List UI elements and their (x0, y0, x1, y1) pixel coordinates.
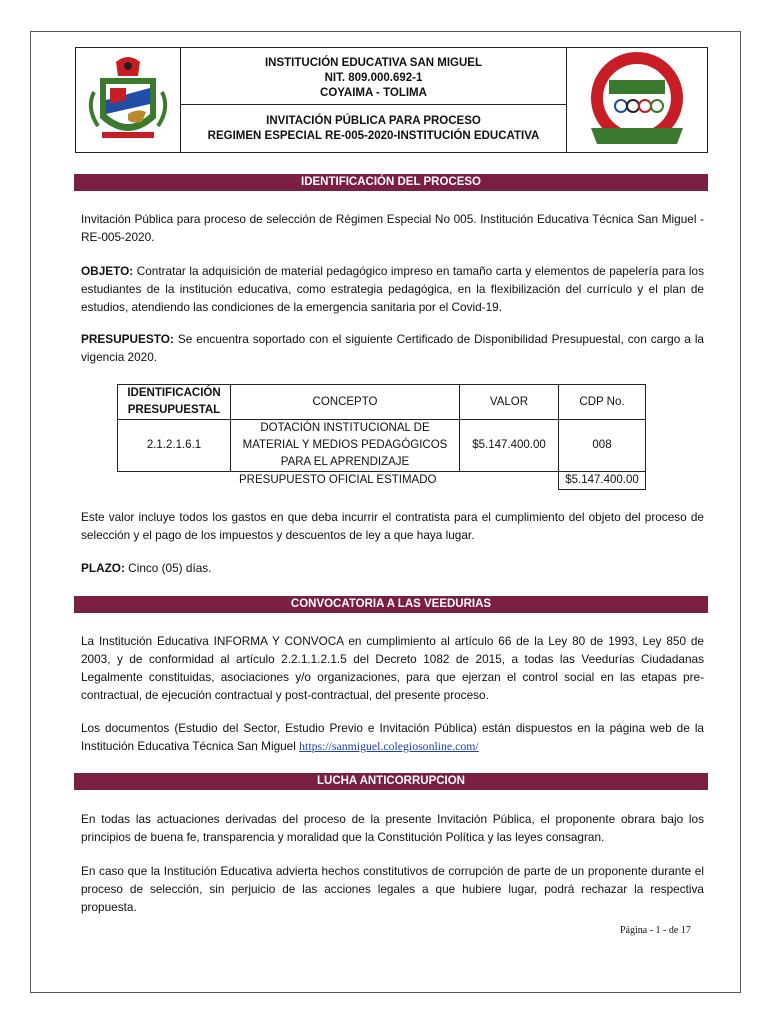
section-bar-convocatoria: CONVOCATORIA A LAS VEEDURIAS (74, 596, 708, 613)
total-label: PRESUPUESTO OFICIAL ESTIMADO (118, 472, 559, 490)
cell-codigo: 2.1.2.1.6.1 (118, 420, 231, 472)
header-concepto: CONCEPTO (231, 385, 460, 420)
presupuesto-text: Se encuentra soportado con el siguiente Certificado de Disponibilidad Presupuestal, con cargo a la vigencia 2020. (81, 332, 704, 364)
anticorrupcion-paragraph-2: En caso que la Institución Educativa advierta hechos constitutivos de corrupción de parte de un proponente durante el proceso de selección, sin perjuicio de las acciones legales a que hubiere lugar, podrá rechazar la respectiva propuesta. (81, 864, 704, 914)
table-total-row (118, 472, 646, 490)
document-title: INVITACIÓN PÚBLICA PARA PROCESO (266, 115, 481, 127)
presupuesto-paragraph (81, 330, 704, 366)
objeto-label: OBJETO: (81, 264, 134, 278)
objeto-paragraph (81, 262, 704, 316)
documentos-paragraph (81, 719, 704, 755)
institution-location: COYAIMA - TOLIMA (320, 87, 427, 99)
institution-nit: NIT. 809.000.692-1 (324, 72, 423, 84)
section-bar-anticorrupcion: LUCHA ANTICORRUPCION (74, 773, 708, 790)
cell-valor: $5.147.400.00 (460, 420, 559, 472)
document-header (75, 47, 708, 153)
cell-concepto: DOTACIÓN INSTITUCIONAL DE MATERIAL Y MEDIOS PEDAGÓGICOS PARA EL APRENDIZAJE (231, 420, 460, 472)
convocatoria-paragraph: La Institución Educativa INFORMA Y CONVOCA en cumplimiento al artículo 66 de la Ley 80 de 1993, Ley 850 de 2003, y de conformidad al artículo 2.2.1.1.2.1.5 del Decreto 1082 de 2015, a todas las Veedurías Ciudadanas Legalmente constituidas, asociaciones y/o organizaciones, para que ejerzan el control social en las etapas pre-contractual, de ejecución contractual y post-contractual, del presente proceso. (81, 634, 704, 702)
institution-name: INSTITUCIÓN EDUCATIVA SAN MIGUEL (264, 57, 482, 69)
header-cdp: CDP No. (559, 385, 646, 420)
table-header-row (118, 385, 646, 420)
section-bar-identificacion: IDENTIFICACIÓN DEL PROCESO (74, 174, 708, 191)
presupuesto-label: PRESUPUESTO: (81, 332, 174, 346)
cell-cdp: 008 (559, 420, 646, 472)
website-link[interactable]: https://sanmiguel.colegiosonline.com/ (299, 739, 479, 753)
plazo-paragraph (81, 559, 704, 577)
plazo-label: PLAZO: (81, 561, 125, 575)
document-subtitle: REGIMEN ESPECIAL RE-005-2020-INSTITUCIÓN EDUCATIVA (207, 130, 540, 142)
objeto-text: Contratar la adquisición de material pedagógico impreso en tamaño carta y elementos de papelería para los estudiantes de la institución educativa, como estrategia pedagógica, en la flexibilización del currículo y el plan de estudios, atendiendo las condiciones de la emergencia sanitaria por el Covid-19. (81, 264, 704, 314)
total-value: $5.147.400.00 (559, 472, 646, 490)
school-shield-logo (76, 48, 181, 152)
plazo-text: Cinco (05) días. (124, 561, 212, 575)
table-row (118, 420, 646, 472)
school-seal-logo (566, 48, 707, 152)
process-description: Invitación Pública para proceso de selección de Régimen Especial No 005. Institución Educativa Técnica San Miguel - RE-005-2020. (81, 212, 704, 244)
documentos-text: Los documentos (Estudio del Sector, Estudio Previo e Invitación Pública) están dispuestos en la página web de la Institución Educativa Técnica San Miguel (81, 721, 704, 753)
header-identificacion: IDENTIFICACIÓN PRESUPUESTAL (118, 385, 231, 420)
budget-table (117, 384, 646, 490)
page-number: Página - 1 - de 17 (620, 925, 691, 936)
header-valor: VALOR (460, 385, 559, 420)
valor-paragraph: Este valor incluye todos los gastos en que deba incurrir el contratista para el cumplimiento del objeto del proceso de selección y el pago de los impuestos y descuentos de ley a que haya lugar. (81, 510, 704, 542)
anticorrupcion-paragraph-1: En todas las actuaciones derivadas del proceso de la presente Invitación Pública, el proponente obrara bajo los principios de buena fe, transparencia y moralidad que la Constitución Política y las leyes consagran. (81, 812, 704, 844)
